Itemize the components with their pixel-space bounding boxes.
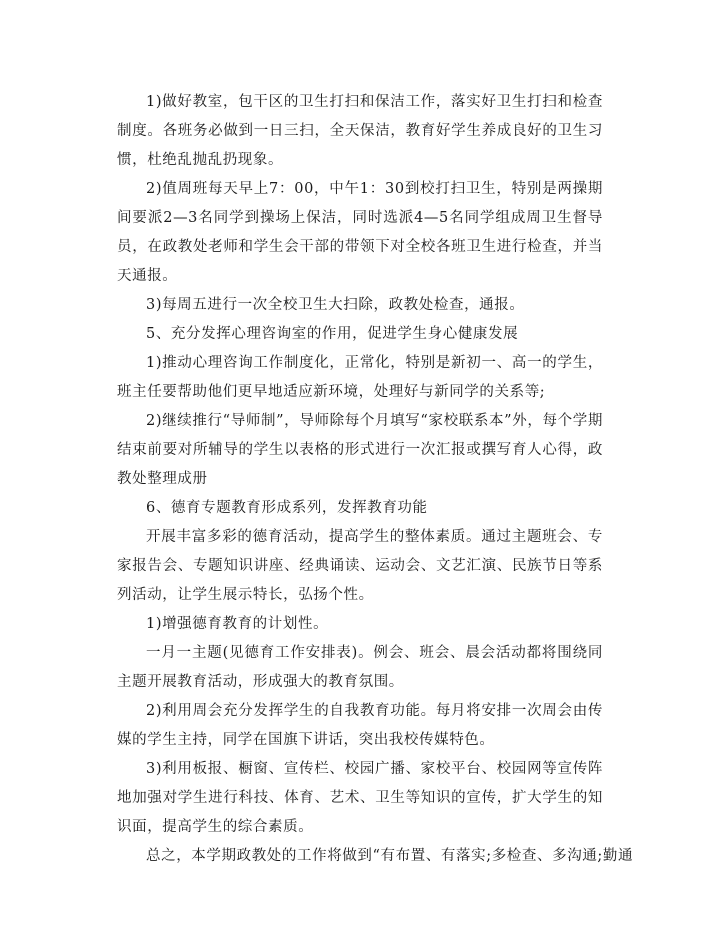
paragraph-hygiene-classroom: 1)做好教室，包干区的卫生打扫和保洁工作，落实好卫生打扫和检查制度。各班务必做到一日三扫，全天保洁，教育好学生养成良好的卫生习惯，杜绝乱抛乱扔现象。 [117,94,603,168]
paragraph-monthly-theme: 一月一主题(见德育工作安排表)。例会、班会、晨会活动都将围绕同主题开展教育活动，形成强大的教育氛围。 [117,645,603,690]
section-heading-psychology: 5、充分发挥心理咨询室的作用，促进学生身心健康发展 [146,326,519,342]
section-heading-moral-education: 6、德育专题教育形成系列，发挥教育功能 [146,500,428,516]
paragraph-duty-class: 2)值周班每天早上7：00，中午1：30到校打扫卫生，特别是两操期间要派2—3名同学到操场上保洁，同时选派4—5名同学组成周卫生督导员，在政教处老师和学生会干部的带领下对全校各班卫生进行检查，并当天通报。 [117,181,603,284]
paragraph-counseling-system: 1)推动心理咨询工作制度化，正常化，特别是新初一、高一的学生，班主任要帮助他们更早地适应新环境，处理好与新同学的关系等; [117,355,603,400]
paragraph-weekly-meeting: 2)利用周会充分发挥学生的自我教育功能。每月将安排一次周会由传媒的学生主持，同学在国旗下讲话，突出我校传媒特色。 [117,703,603,748]
paragraph-publicity: 3)利用板报、橱窗、宣传栏、校园广播、家校平台、校园网等宣传阵地加强对学生进行科技、体育、艺术、卫生等知识的宣传，扩大学生的知识面，提高学生的综合素质。 [117,761,603,835]
paragraph-mentor-system: 2)继续推行“导师制”，导师除每个月填写“家校联系本”外，每个学期结束前要对所辅导的学生以表格的形式进行一次汇报或撰写育人心得，政教处整理成册 [117,413,603,487]
paragraph-summary: 总之，本学期政教处的工作将做到“有布置、有落实;多检查、多沟通;勤通 [146,848,634,864]
paragraph-activities: 开展丰富多彩的德育活动，提高学生的整体素质。通过主题班会、专家报告会、专题知识讲座、经典诵读、运动会、文艺汇演、民族节日等系列活动，让学生展示特长，弘扬个性。 [117,529,603,603]
paragraph-planning: 1)增强德育教育的计划性。 [146,616,329,632]
document-body [117,88,634,871]
paragraph-weekly-cleaning: 3)每周五进行一次全校卫生大扫除，政教处检查，通报。 [146,297,525,313]
